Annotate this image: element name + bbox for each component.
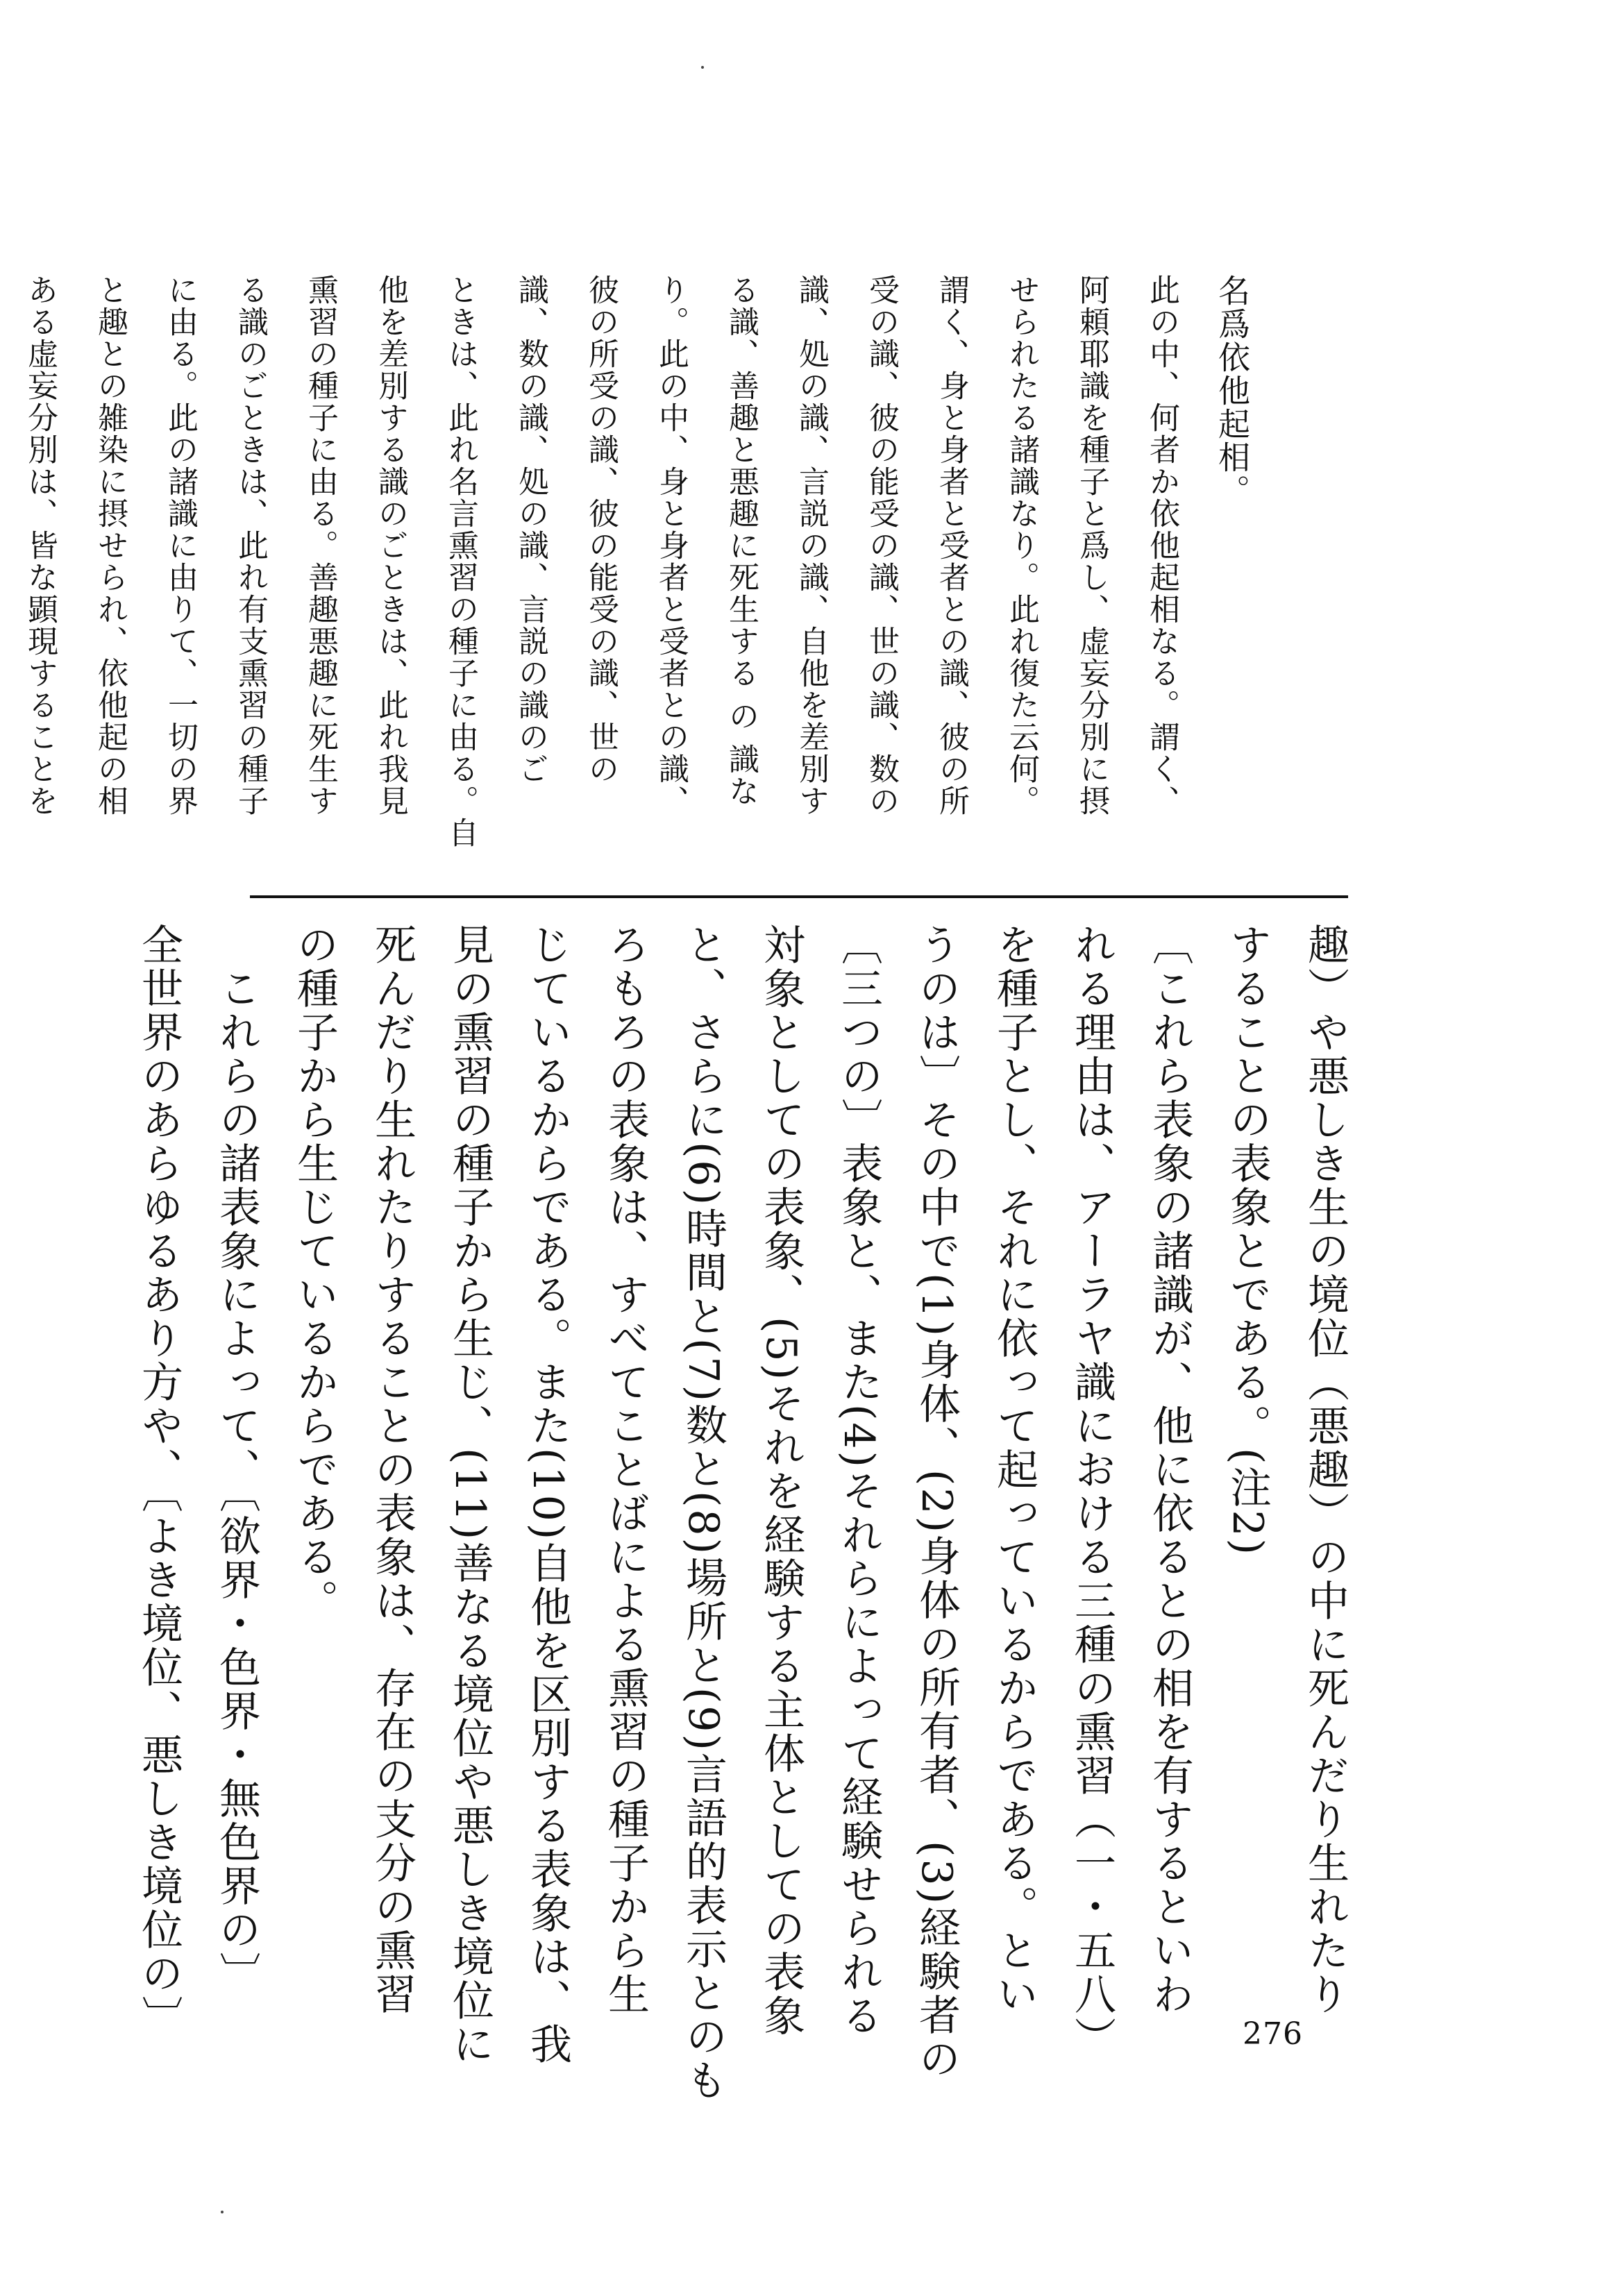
page-number: 276 xyxy=(1243,2016,1303,2052)
translation-text-line: れる理由は、アーラヤ識における三種の熏習（一・五八） xyxy=(1068,923,1116,2060)
source-text-line: る識のごときは、此れ有支熏習の種子 xyxy=(233,274,268,817)
source-text-line: せられたる諸識なり。此れ復た云何。 xyxy=(1004,274,1039,817)
source-text-line: 謂く、身と身者と受者との識、彼の所 xyxy=(934,274,969,817)
source-text-line: 他を差別する識のごときは、此れ我見 xyxy=(373,274,408,817)
translation-text-line: の種子から生じているからである。 xyxy=(290,923,339,1623)
translation-text-line: することの表象とである。(注2) xyxy=(1223,923,1272,1557)
source-text-line: に由る。此の諸識に由りて、一切の界 xyxy=(162,274,198,817)
source-text-line: と趣との雑染に摂せられ、依他起の相 xyxy=(92,274,128,817)
source-text-line: 彼の所受の識、彼の能受の識、世の xyxy=(583,274,619,785)
source-text-line: ある虚妄分別は、皆な顕現することを xyxy=(22,274,58,817)
source-text-line: 名爲依他起相。 xyxy=(1213,274,1251,507)
scan-speck xyxy=(221,2211,224,2213)
translation-text-line: 全世界のあらゆるあり方や、〔よき境位、悪しき境位の〕 xyxy=(135,923,183,2039)
translation-text-line: 趣）や悪しき生の境位（悪趣）の中に死んだり生れたり xyxy=(1301,923,1349,2016)
translation-text-line: 〔三つの〕表象と、また(4)それらによって経験せられる xyxy=(834,923,883,2038)
source-text-line: 受の識、彼の能受の識、世の識、数の xyxy=(864,274,899,817)
translation-text-line: ろもろの表象は、すべてことばによる熏習の種子から生 xyxy=(601,923,650,2016)
source-text-line: 識、数の識、処の識、言説の識のご xyxy=(513,274,548,785)
source-text-line: 阿頼耶識を種子と爲し、虚妄分別に摂 xyxy=(1074,274,1109,817)
translation-text-line: 見の熏習の種子から生じ、(11)善なる境位や悪しき境位に xyxy=(446,923,494,2067)
source-text-block xyxy=(22,274,1267,885)
translation-text-line: じているからである。また(10)自他を区別する表象は、我 xyxy=(523,923,572,2067)
translation-text-line: うのは〕その中で(1)身体、(2)身体の所有者、(3)経験者の xyxy=(912,923,961,2081)
source-text-line: 此の中、何者か依他起相なる。謂く、 xyxy=(1144,274,1179,817)
translation-text-line: と、さらに(6)時間と(7)数と(8)場所と(9)言語的表示とのも xyxy=(679,923,728,2102)
source-text-line xyxy=(0,274,5,885)
translation-text-line: 〔これら表象の諸識が、他に依るとの相を有するといわ xyxy=(1145,923,1194,2016)
translation-text-line: これらの諸表象によって、〔欲界・色界・無色界の〕 xyxy=(212,923,261,1995)
translation-text-line: を種子とし、それに依って起っているからである。とい xyxy=(990,923,1038,2016)
source-text-line: 識、処の識、言説の識、自他を差別す xyxy=(793,274,829,817)
section-divider xyxy=(250,895,1348,898)
source-text-line: り。此の中、身と身者と受者との識、 xyxy=(653,274,689,817)
scan-speck xyxy=(701,66,704,69)
source-text-line: る識、善趣と悪趣に死生する の 識な xyxy=(723,274,759,807)
translation-text-line: 対象としての表象、(5)それを経験する主体としての表象 xyxy=(757,923,805,2038)
source-text-line: 熏習の種子に由る。善趣悪趣に死生す xyxy=(303,274,338,817)
translation-text-line: 死んだり生れたりすることの表象は、存在の支分の熏習 xyxy=(368,923,417,2016)
source-text-line: ときは、此れ名言熏習の種子に由る。自 xyxy=(443,274,478,849)
